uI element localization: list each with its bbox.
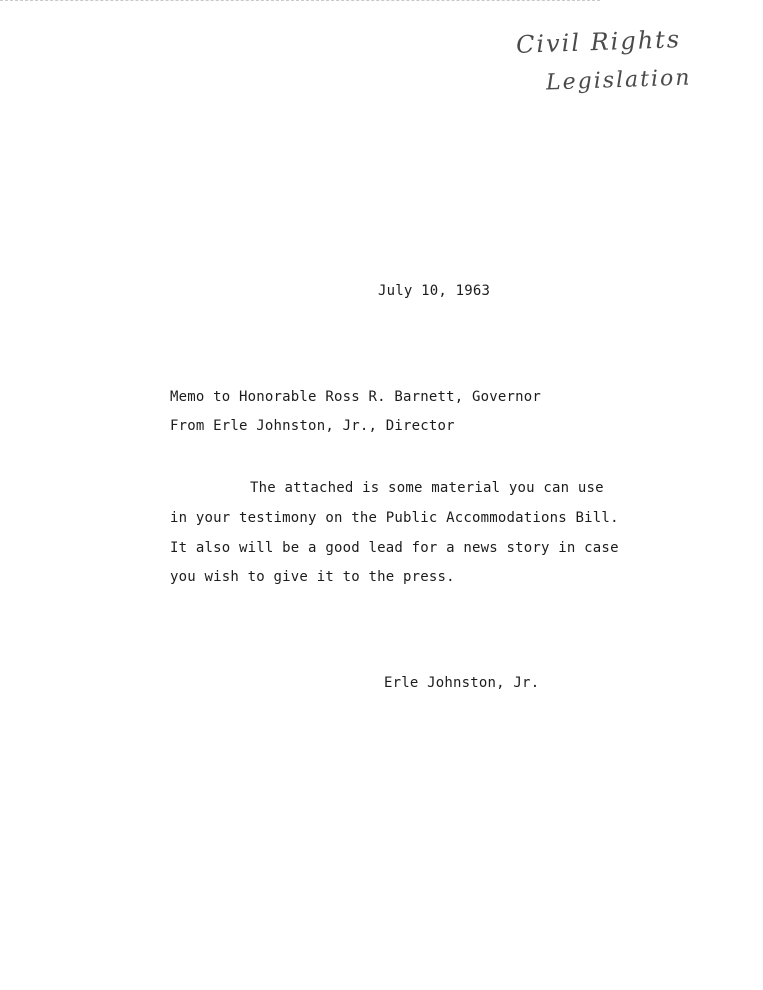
memo-sender: From Erle Johnston, Jr., Director — [170, 418, 455, 434]
memo-body-line: The attached is some material you can use — [250, 480, 604, 496]
handwritten-annotation-line-2: Legislation — [545, 65, 692, 96]
page-top-edge — [0, 0, 600, 1]
memo-date: July 10, 1963 — [378, 283, 491, 299]
memo-body-line: It also will be a good lead for a news story in case — [170, 540, 619, 556]
memo-body-line: you wish to give it to the press. — [170, 569, 455, 585]
memo-signature: Erle Johnston, Jr. — [384, 675, 540, 691]
handwritten-annotation-line-1: Civil Rights — [515, 25, 682, 59]
memo-recipient: Memo to Honorable Ross R. Barnett, Governor — [170, 389, 542, 405]
memo-body-line: in your testimony on the Public Accommodations Bill. — [170, 510, 619, 526]
